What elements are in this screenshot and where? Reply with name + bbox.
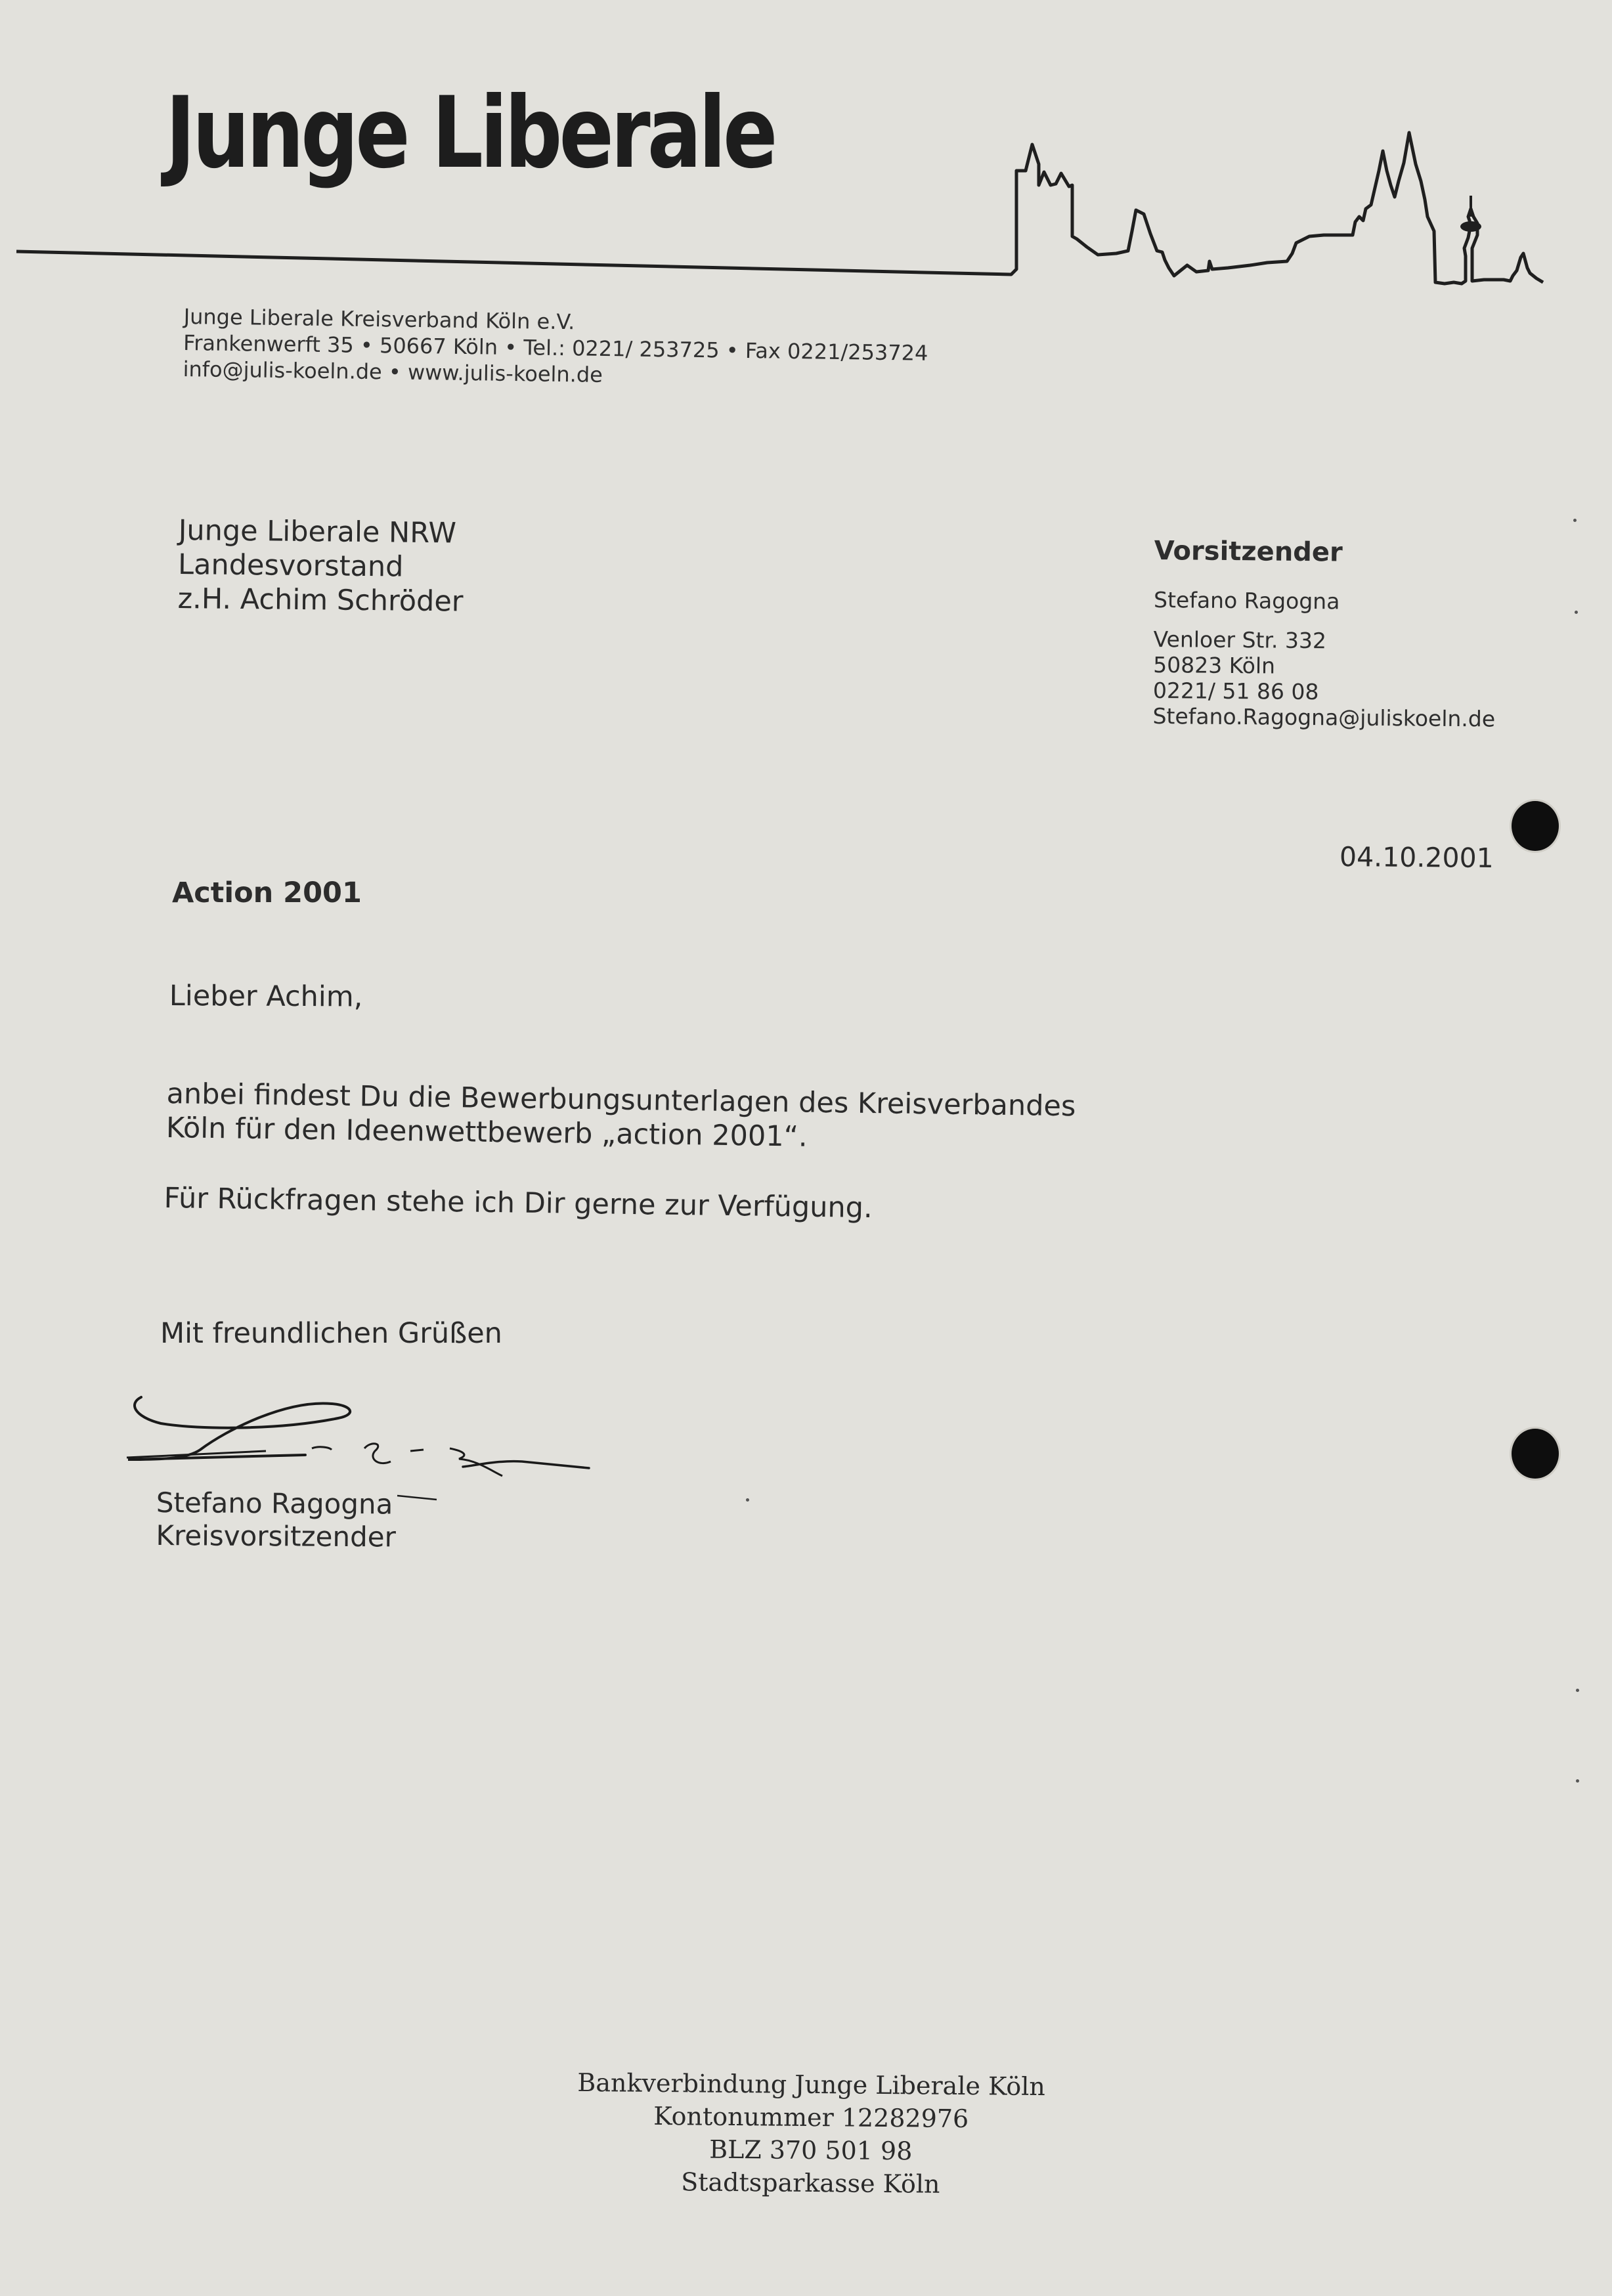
bank-line: Kontonummer 12282976 [653, 2101, 969, 2134]
paper-speck [1576, 1689, 1579, 1692]
letter-subject: Action 2001 [172, 877, 362, 909]
bank-line: BLZ 370 501 98 [708, 2134, 913, 2166]
logo-wordmark: Junge Liberale [165, 76, 775, 190]
paper-speck [1576, 1779, 1579, 1783]
sender-info [183, 303, 928, 393]
paper-speck [1575, 611, 1578, 614]
signatory [156, 1486, 396, 1554]
chairman-city: 50823 Köln [1153, 651, 1276, 679]
chairman-name: Stefano Ragogna [1153, 586, 1340, 615]
chairman-title: Vorsitzender [1154, 535, 1343, 568]
chairman-street: Venloer Str. 332 [1153, 626, 1327, 654]
paper-speck [1573, 519, 1577, 522]
org-address: Frankenwerft 35 • 50667 Köln • Tel.: 0221/ 253725 • Fax 0221/253724 [183, 330, 928, 366]
greeting: Lieber Achim, [169, 980, 363, 1014]
chairman-phone: 0221/ 51 86 08 [1152, 677, 1319, 705]
punch-hole [1512, 801, 1559, 851]
bank-details-footer [498, 2066, 1123, 2202]
signatory-role: Kreisvorsitzender [156, 1519, 397, 1553]
recipient-line: Junge Liberale NRW [178, 513, 457, 550]
org-contact: info@julis-koeln.de • www.julis-koeln.de [183, 356, 603, 387]
paper-speck [746, 1498, 749, 1502]
bank-line: Bankverbindung Junge Liberale Köln [577, 2068, 1046, 2102]
body-line: Köln für den Ideenwettbewerb „action 2001“. [165, 1111, 808, 1154]
letter-date: 04.10.2001 [1339, 840, 1494, 875]
body-paragraph: Für Rückfragen stehe ich Dir gerne zur Verfügung. [163, 1182, 873, 1225]
punch-hole [1512, 1429, 1559, 1479]
chairman-contact-block [1152, 534, 1496, 732]
body-line: anbei findest Du die Bewerbungsunterlagen des Kreisverbandes [166, 1077, 1076, 1123]
bank-line: Stadtsparkasse Köln [680, 2167, 940, 2199]
recipient-line: z.H. Achim Schröder [177, 582, 464, 618]
closing: Mit freundlichen Grüßen [160, 1317, 502, 1350]
body-paragraph [166, 1077, 1076, 1158]
recipient-address [177, 513, 464, 619]
recipient-line: Landesvorstand [177, 548, 404, 584]
cologne-skyline-logo [0, 118, 1612, 302]
org-name: Junge Liberale Kreisverband Köln e.V. [183, 303, 575, 335]
chairman-email: Stefano.Ragogna@juliskoeln.de [1152, 703, 1496, 732]
signatory-name: Stefano Ragogna [156, 1486, 393, 1521]
